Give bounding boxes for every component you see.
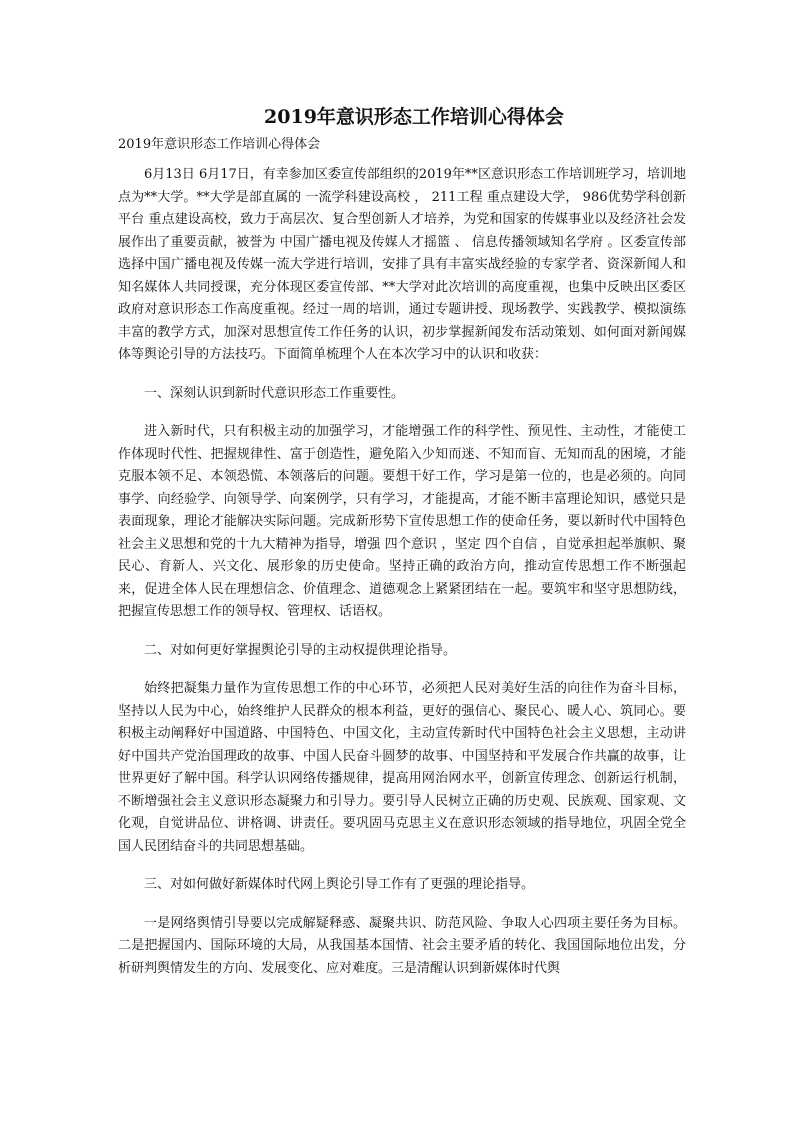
section-3-heading: 三、对如何做好新媒体时代网上舆论引导工作有了更强的理论指导。 [144, 877, 535, 892]
document-page [118, 102, 686, 980]
document-title: 2019年意识形态工作培训心得体会 [264, 106, 564, 128]
section-1-paragraph: 进入新时代，只有积极主动的加强学习，才能增强工作的科学性、预见性、主动性，才能使工作体现时代性、把握规律性、富于创造性，避免陷入少知而迷、不知而盲、无知而乱的困境，才能克服本领不足、本领恐慌、本领落后的问题。要想干好工作，学习是第一位的，也是必须的。向同事学、向经验学、向领导学、向案例学，只有学习，才能提高，才能不断丰富理论知识，感觉只是表面现象，理论才能解决实际问题。完成新形势下宣传思想工作的使命任务，要以新时代中国特色社会主义思想和党的十九大精神为指导，增强 四个意识 ，坚定 四个自信 ，自觉承担起举旗帜、聚民心、育新人、兴文化、展形象的历史使命。坚持正确的政治方向，推动宣传思想工作不断强起来，促进全体人民在理想信念、价值理念、道德观念上紧紧团结在一起。要筑牢和坚守思想防线，把握宣传思想工作的领导权、管理权、话语权。 [118, 424, 686, 619]
document-subtitle: 2019年意识形态工作培训心得体会 [118, 137, 321, 152]
section-2-paragraph: 始终把凝集力量作为宣传思想工作的中心环节，必须把人民对美好生活的向往作为奋斗目标，坚持以人民为中心，始终维护人民群众的根本利益，更好的强信心、聚民心、暖人心、筑同心。要积极主动阐释好中国道路、中国特色、中国文化，主动宣传新时代中国特色社会主义思想，主动讲好中国共产党治国理政的故事、中国人民奋斗圆梦的故事、中国坚持和平发展合作共赢的故事，让世界更好了解中国。科学认识网络传播规律，提高用网治网水平，创新宣传理念、创新运行机制，不断增强社会主义意识形态凝聚力和引导力。要引导人民树立正确的历史观、民族观、国家观、文化观，自觉讲品位、讲格调、讲责任。要巩固马克思主义在意识形态领域的指导地位，巩固全党全国人民团结奋斗的共同思想基础。 [118, 681, 686, 854]
section-1-heading: 一、深刻认识到新时代意识形态工作重要性。 [144, 385, 405, 401]
section-2-heading: 二、对如何更好掌握舆论引导的主动权提供理论指导。 [144, 642, 457, 658]
intro-paragraph: 6月13日 6月17日，有幸参加区委宣传部组织的2019年**区意识形态工作培训班学习，培训地点为**大学。**大学是部直属的 一流学科建设高校 ， 211工程 重点建设大学， 986优势学科创新平台 重点建设高校，致力于高层次、复合型创新人才培养，为党和国家的传媒事业以及经济社会发展作出了重要贡献，被誉为 中国广播电视及传媒人才摇篮 、 信息传播领域知名学府 。区委宣传部选择中国广播电视及传媒一流大学进行培训，安排了具有丰富实战经验的专家学者、资深新闻人和知名媒体人共同授课，充分体现区委宣传部、**大学对此次培训的高度重视，也集中反映出区委区政府对意识形态工作高度重视。经过一周的培训，通过专题讲授、现场教学、实践教学、模拟演练丰富的教学方式，加深对思想宣传工作任务的认识，初步掌握新闻发布活动策划、如何面对新闻媒体等舆论引导的方法技巧。下面简单梳理个人在本次学习中的认识和收获： [118, 167, 686, 362]
section-3-paragraph: 一是网络舆情引导要以完成解疑释惑、凝聚共识、防范风险、争取人心四项主要任务为目标。二是把握国内、国际环境的大局，从我国基本国情、社会主要矛盾的转化、我国国际地位出发，分析研判舆情发生的方向、发展变化、应对难度。三是清醒认识到新媒体时代舆 [118, 915, 686, 976]
